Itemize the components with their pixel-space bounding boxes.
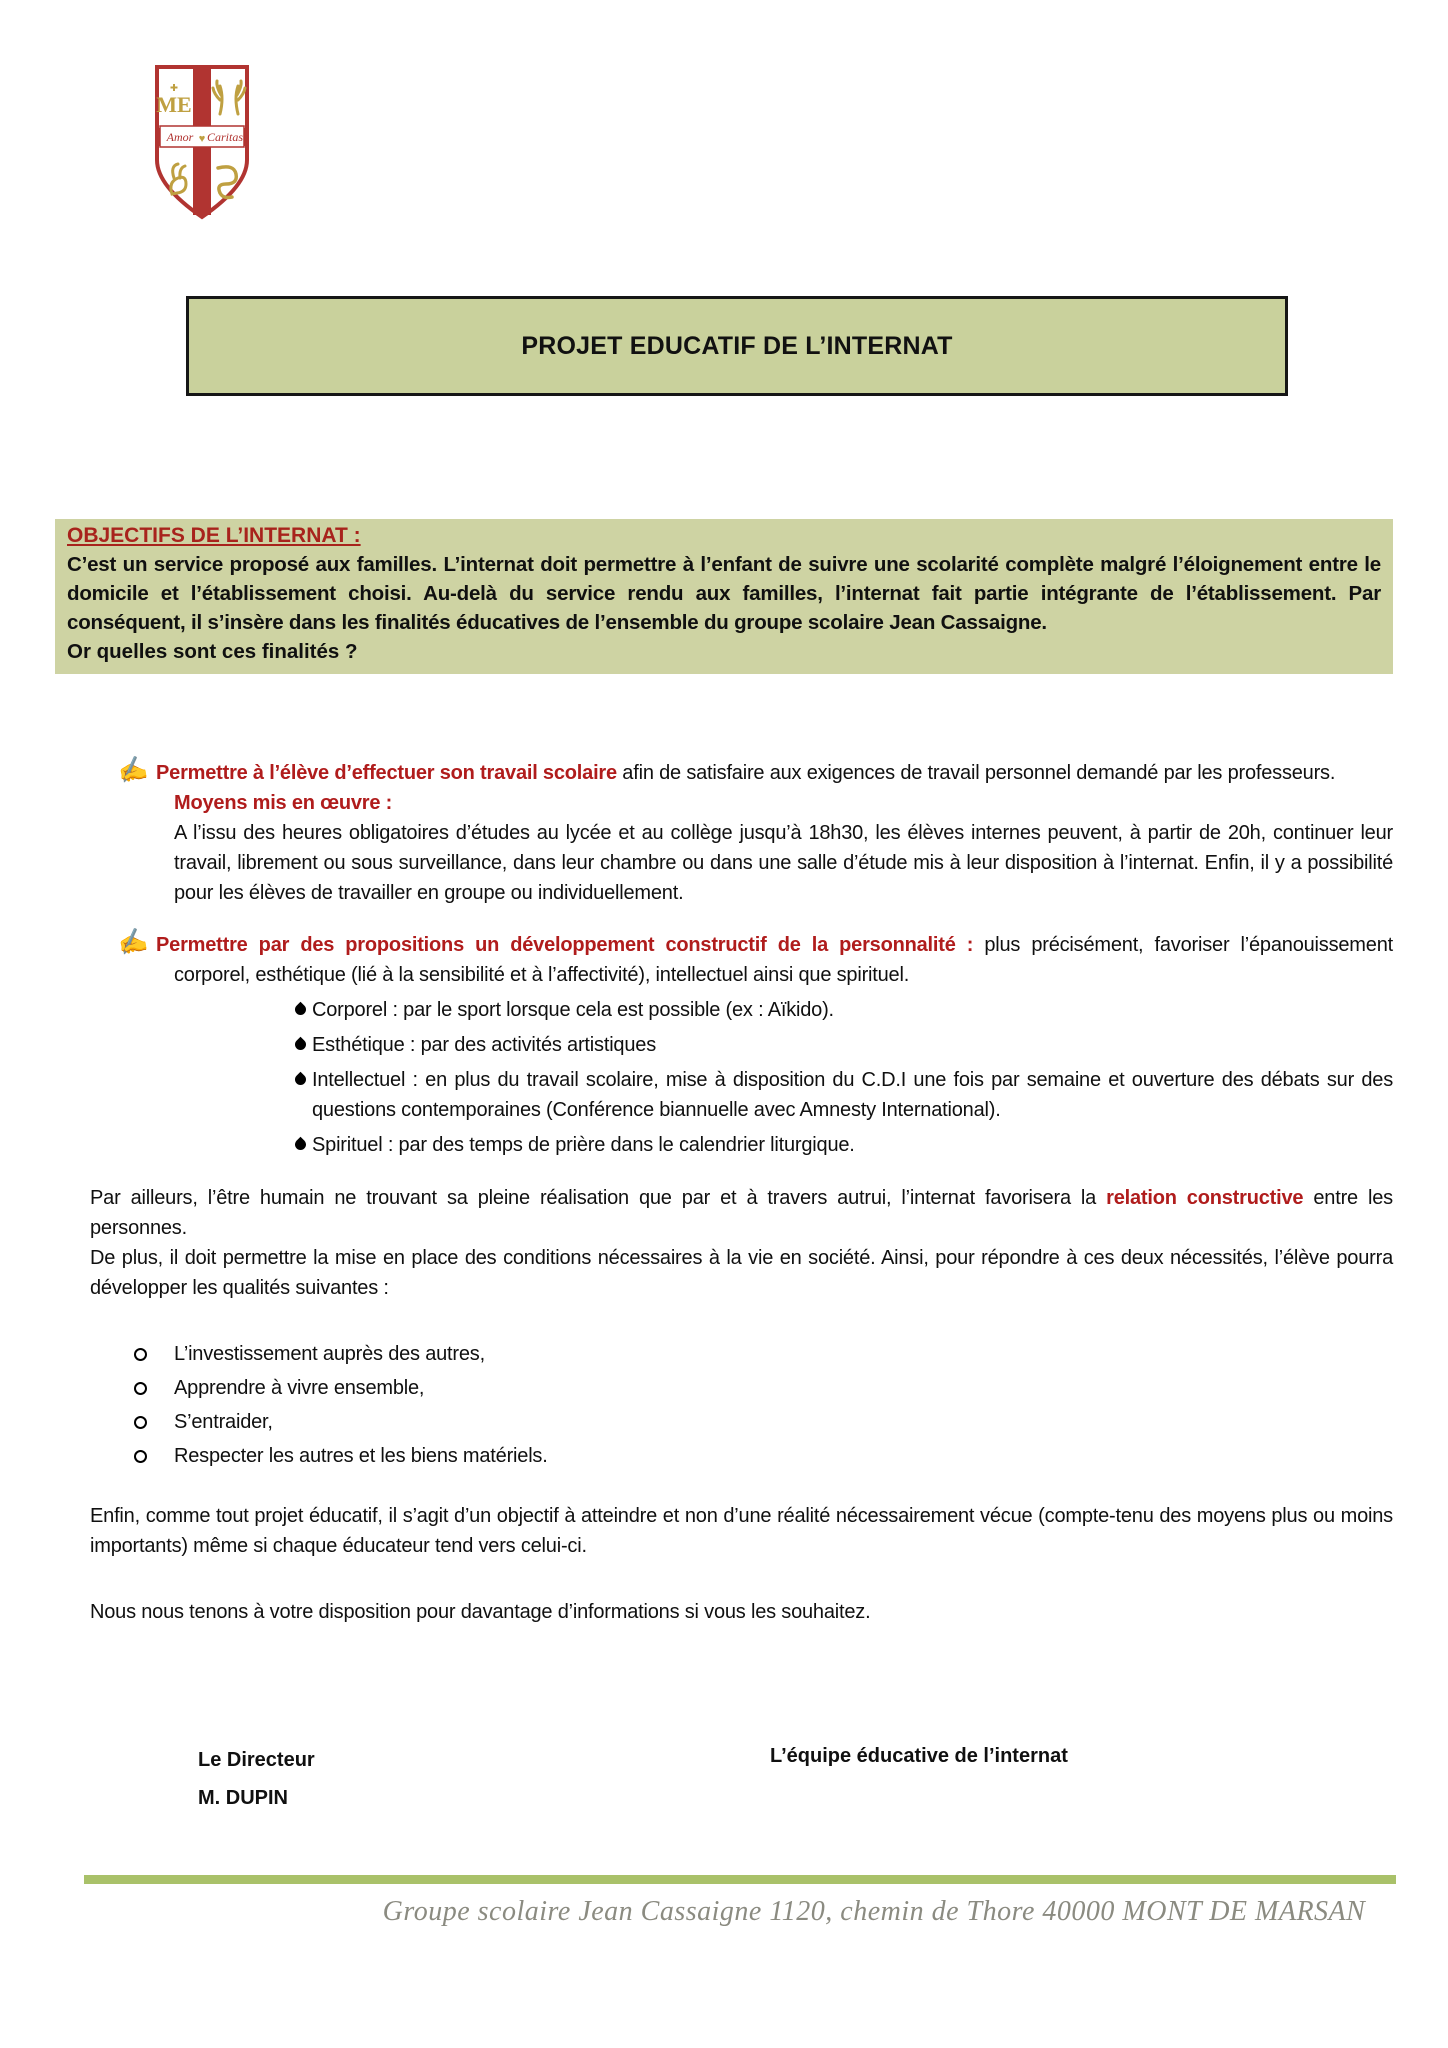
sub-item-spirituel: [174, 1130, 1393, 1160]
main-content: [90, 754, 1393, 1627]
bullet-2-lead: Permettre par des propositions un développement constructif de la personnalité :: [156, 934, 974, 956]
crest-initials: ME: [156, 92, 192, 117]
objectives-question: Or quelles sont ces finalités ?: [67, 640, 358, 663]
list-item-text: Apprendre à vivre ensemble,: [174, 1377, 425, 1399]
bullet-1-paragraph: [156, 758, 1393, 788]
paragraph-text: Par ailleurs, l’être humain ne trouvant sa pleine réalisation que par et à travers autrui, l’internat favorisera la: [90, 1187, 1107, 1209]
circle-bullet-icon: [134, 1382, 147, 1395]
title-banner: [186, 296, 1288, 396]
sub-item-text: Esthétique : par des activités artistiques: [312, 1034, 657, 1056]
sub-item-text: Intellectuel : en plus du travail scolaire, mise à disposition du C.D.I une fois par semaine et ouverture des débats sur des questions contemporaines (Conférence biannuelle avec Amnesty International).: [312, 1069, 1393, 1121]
list-item-text: Respecter les autres et les biens matériels.: [174, 1445, 548, 1467]
signature-block: [90, 1745, 1393, 1813]
list-item: [90, 1407, 1393, 1437]
signature-director-title: Le Directeur: [198, 1749, 315, 1771]
objectives-body: C’est un service proposé aux familles. L’internat doit permettre à l’enfant de suivre une scolarité complète malgré l’éloignement entre le domicile et l’établissement choisi. Au-delà du service rendu aux familles, l’internat fait partie intégrante de l’établissement. Par conséquent, il s’insère dans les finalités éducatives de l’ensemble du groupe scolaire Jean Cassaigne.: [67, 553, 1381, 634]
list-item: [90, 1373, 1393, 1403]
circle-bullet-icon: [134, 1416, 147, 1429]
school-crest-logo: [150, 62, 254, 222]
footer-address: Groupe scolaire Jean Cassaigne 1120, chemin de Thore 40000 MONT DE MARSAN: [382, 1896, 1366, 1927]
bullet-1-body: A l’issu des heures obligatoires d’études au lycée et au collège jusqu’à 18h30, les élèves internes peuvent, à partir de 20h, continuer leur travail, librement ou sous surveillance, dans leur chambre ou dans une salle d’étude mis à leur disposition à l’internat. Enfin, il y a possibilité pour les élèves de travailler en groupe ou individuellement.: [174, 822, 1393, 904]
footer-divider-bar: [84, 1875, 1396, 1884]
sub-item-esthetique: [174, 1030, 1393, 1060]
crest-motto-left: Amor: [166, 130, 194, 144]
droplet-bullet-icon: [293, 1137, 309, 1153]
circle-bullet-icon: [134, 1348, 147, 1361]
sub-item-text: Spirituel : par des temps de prière dans le calendrier liturgique.: [312, 1134, 855, 1156]
list-item-text: S’entraider,: [174, 1411, 273, 1433]
bullet-section-personnalite: [90, 926, 1393, 1160]
highlight-relation-constructive: relation constructive: [1106, 1187, 1304, 1209]
writing-hand-bullet-icon: ✍: [115, 926, 151, 959]
objectives-heading: OBJECTIFS DE L’INTERNAT :: [67, 524, 361, 547]
sub-item-intellectuel: [174, 1065, 1393, 1125]
paragraph-disposition: Nous nous tenons à votre disposition pour davantage d’informations si vous les souhaitez.: [90, 1601, 871, 1623]
paragraph-text: entre les personnes.: [90, 1187, 1393, 1239]
paragraph-de-plus: De plus, il doit permettre la mise en place des conditions nécessaires à la vie en société. Ainsi, pour répondre à ces deux nécessités, l’élève pourra développer les qualités suivantes :: [90, 1247, 1393, 1299]
sub-item-text: Corporel : par le sport lorsque cela est possible (ex : Aïkido).: [312, 999, 834, 1021]
droplet-bullet-icon: [293, 1072, 309, 1088]
list-item: [90, 1339, 1393, 1369]
list-item: [90, 1441, 1393, 1471]
sub-item-corporel: [174, 995, 1393, 1025]
paragraph-par-ailleurs: [90, 1183, 1393, 1243]
circle-bullet-icon: [134, 1450, 147, 1463]
bullet-2-paragraph: [156, 930, 1393, 990]
qualities-list: [90, 1339, 1393, 1471]
writing-hand-bullet-icon: ✍: [115, 754, 151, 787]
bullet-1-lead: Permettre à l’élève d’effectuer son travail scolaire: [156, 762, 617, 784]
crest-motto-right: Caritas: [206, 130, 244, 144]
objectives-box: [55, 519, 1393, 674]
paragraph-enfin: Enfin, comme tout projet éducatif, il s’agit d’un objectif à atteindre et non d’une réalité nécessairement vécue (compte-tenu des moyens plus ou moins importants) même si chaque éducateur tend vers celui-ci.: [90, 1505, 1393, 1557]
droplet-bullet-icon: [293, 1037, 309, 1053]
crest-shield-icon: [150, 62, 254, 222]
list-item-text: L’investissement auprès des autres,: [174, 1343, 485, 1365]
signature-team: L’équipe éducative de l’internat: [770, 1745, 1068, 1767]
heart-icon: ♥: [198, 133, 206, 145]
document-title: PROJET EDUCATIF DE L’INTERNAT: [521, 331, 953, 360]
bullet-1-rest: afin de satisfaire aux exigences de travail personnel demandé par les professeurs.: [616, 762, 1336, 784]
droplet-bullet-icon: [293, 1002, 309, 1018]
signature-director-name: M. DUPIN: [198, 1787, 288, 1809]
bullet-2-rest: plus précisément, favoriser l’épanouissement corporel, esthétique (lié à la sensibilité et à l’affectivité), intellectuel ainsi que spirituel.: [174, 934, 1393, 986]
bullet-section-travail-scolaire: [90, 754, 1393, 908]
bullet-1-subheading: Moyens mis en œuvre :: [174, 792, 393, 814]
